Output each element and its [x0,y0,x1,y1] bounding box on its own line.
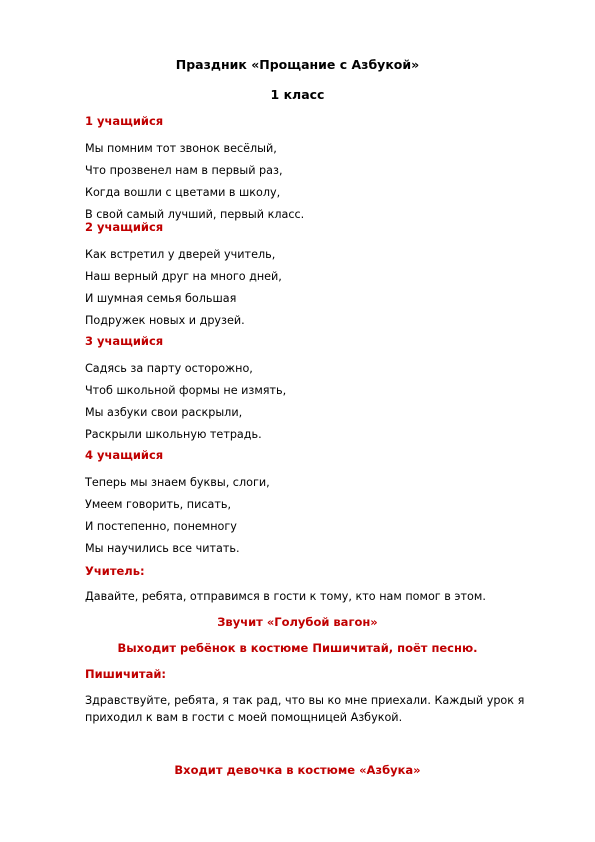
verse-line: В свой самый лучший, первый класс. [85,208,305,221]
verse-line: Как встретил у дверей учитель, [85,248,276,261]
verse-line: Умеем говорить, писать, [85,498,232,511]
stage-direction: Звучит «Голубой вагон» [217,615,378,629]
verse-line: Раскрыли школьную тетрадь. [85,428,262,441]
verse-line: Когда вошли с цветами в школу, [85,186,281,199]
stage-direction: Выходит ребёнок в костюме Пишичитай, поёт песню. [117,641,478,655]
verse-section-4 [85,448,525,560]
verse-section-1 [85,114,525,226]
verse-line: Мы азбуки свои раскрыли, [85,406,243,419]
verse-lines [85,244,525,332]
verse-line: Мы научились все читать. [85,542,240,555]
pishichitay-text: Здравствуйте, ребята, я так рад, что вы ко мне приехали. Каждый урок я приходил к вам в гости с моей помощницей Азбукой. [85,694,525,724]
verse-line: И шумная семья большая [85,292,237,305]
speaker-label: 1 учащийся [85,114,164,128]
speaker-label: 2 учащийся [85,220,164,234]
verse-line: И постепенно, понемногу [85,520,237,533]
verse-line: Мы помним тот звонок весёлый, [85,142,277,155]
verse-lines [85,472,525,560]
stage-direction: Входит девочка в костюме «Азбука» [174,763,421,777]
speaker-label: Пишичитай: [85,667,166,681]
verse-lines [85,358,525,446]
verse-line: Наш верный друг на много дней, [85,270,282,283]
verse-line: Садясь за парту осторожно, [85,362,253,375]
verse-line: Подружек новых и друзей. [85,314,245,327]
verse-line: Теперь мы знаем буквы, слоги, [85,476,270,489]
verse-section-3 [85,334,525,446]
teacher-text: Давайте, ребята, отправимся в гости к тому, кто нам помог в этом. [85,590,486,603]
speaker-label: 4 учащийся [85,448,164,462]
document-title: Праздник «Прощание с Азбукой» [175,57,420,72]
teacher-section [85,564,525,578]
verse-section-2 [85,220,525,332]
verse-lines [85,138,525,226]
verse-line: Чтоб школьной формы не измять, [85,384,287,397]
document-subtitle: 1 класс [270,87,325,102]
speaker-label: 3 учащийся [85,334,164,348]
pishichitay-section [85,667,525,681]
verse-line: Что прозвенел нам в первый раз, [85,164,283,177]
speaker-label: Учитель: [85,564,145,578]
